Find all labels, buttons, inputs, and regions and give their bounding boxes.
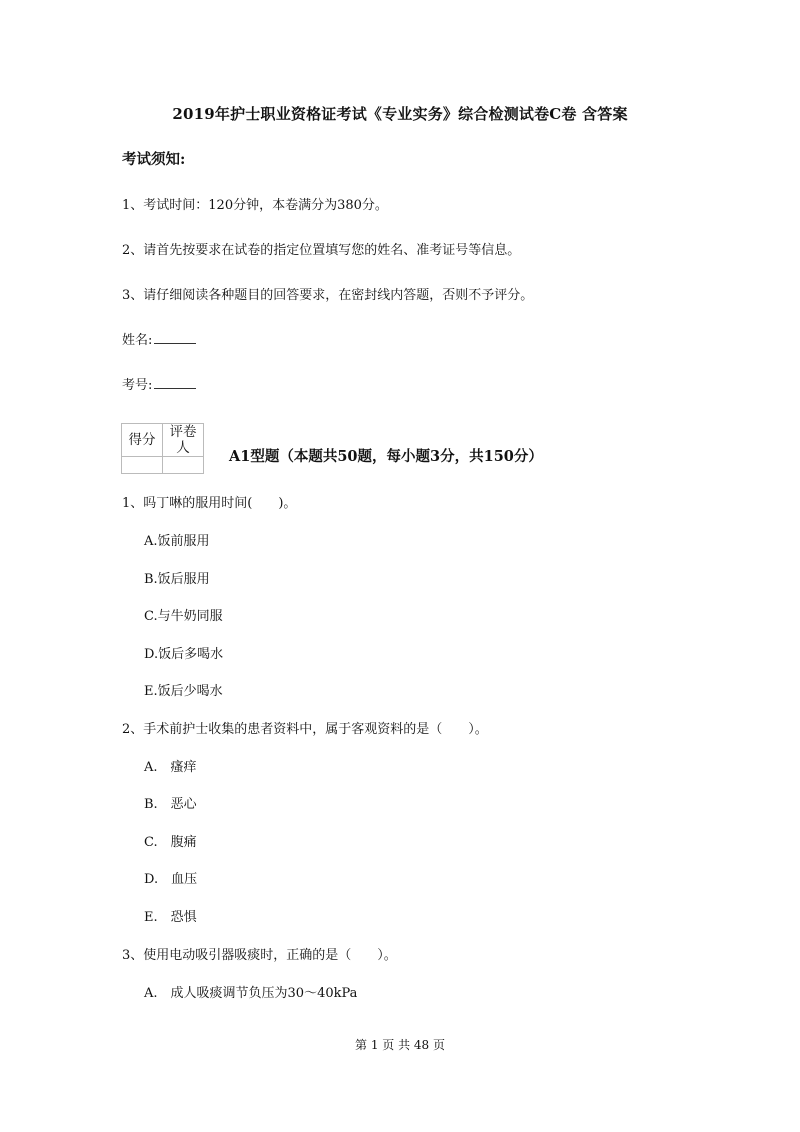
grader-header: 评卷人 — [163, 424, 204, 457]
q2-option-e: E. 恐惧 — [144, 910, 197, 925]
question-1: 1、吗丁啉的服用时间( )。 — [122, 496, 297, 511]
q2-option-d: D. 血压 — [144, 872, 198, 887]
question-3: 3、使用电动吸引器吸痰时，正确的是（ ）。 — [122, 948, 397, 963]
exam-number-label: 考号: — [122, 378, 153, 393]
grader-cell — [163, 457, 204, 474]
question-2: 2、手术前护士收集的患者资料中，属于客观资料的是（ ）。 — [122, 722, 488, 737]
notice-heading: 考试须知: — [122, 151, 186, 168]
notice-item-3: 3、请仔细阅读各种题目的回答要求，在密封线内答题，否则不予评分。 — [122, 288, 534, 303]
name-field — [122, 329, 196, 348]
q2-option-a: A. 瘙痒 — [144, 760, 197, 775]
exam-number-field — [122, 374, 196, 393]
q1-option-d: D.饭后多喝水 — [144, 647, 224, 662]
q3-option-a: A. 成人吸痰调节负压为30～40kPa — [144, 986, 358, 1001]
exam-number-blank — [154, 378, 196, 389]
notice-item-2: 2、请首先按要求在试卷的指定位置填写您的姓名、准考证号等信息。 — [122, 243, 521, 258]
score-header: 得分 — [122, 424, 163, 457]
document-title: 2019年护士职业资格证考试《专业实务》综合检测试卷C卷 含答案 — [172, 105, 628, 123]
name-label: 姓名: — [122, 333, 153, 348]
q1-option-c: C.与牛奶同服 — [144, 609, 223, 624]
section-heading: A1型题（本题共50题，每小题3分，共150分） — [229, 448, 543, 465]
page-footer: 第 1 页 共 48 页 — [355, 1038, 445, 1052]
q1-option-a: A.饭前服用 — [144, 534, 210, 549]
notice-item-1: 1、考试时间：120分钟，本卷满分为380分。 — [122, 198, 388, 213]
q1-option-e: E.饭后少喝水 — [144, 684, 223, 699]
q2-option-b: B. 恶心 — [144, 797, 197, 812]
name-blank — [154, 333, 196, 344]
score-cell — [122, 457, 163, 474]
score-table — [121, 423, 204, 474]
q2-option-c: C. 腹痛 — [144, 835, 197, 850]
q1-option-b: B.饭后服用 — [144, 572, 210, 587]
